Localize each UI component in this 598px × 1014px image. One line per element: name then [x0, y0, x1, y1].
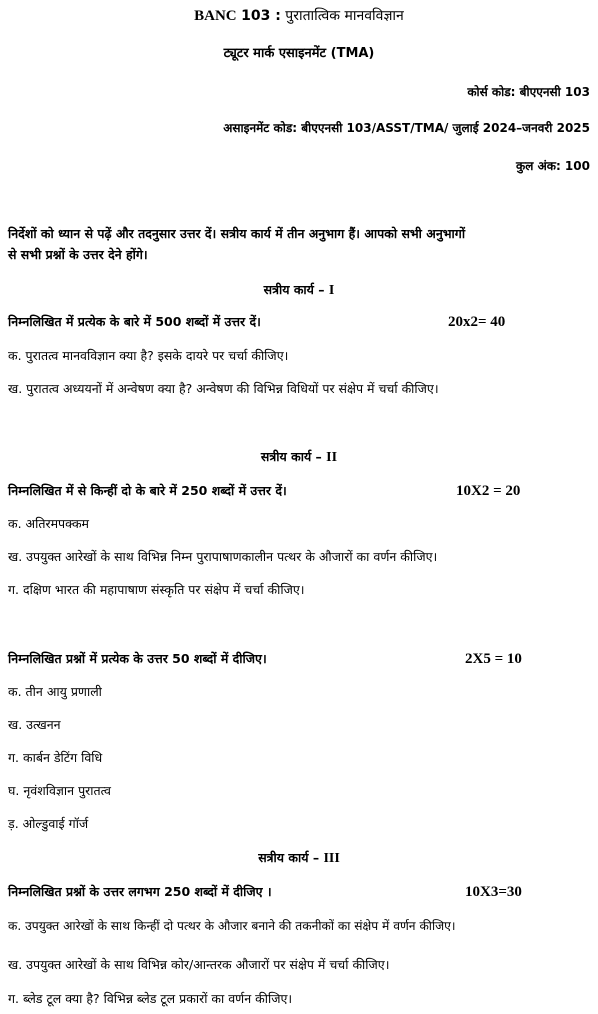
- section-3-marks: 10X3=30: [465, 884, 522, 900]
- section-3-question-a: क. उपयुक्त आरेखों के साथ किन्हीं दो पत्थर के औजार बनाने की तकनीकों का संक्षेप में वर्णन कीजिए।: [8, 919, 456, 933]
- course-code-line: कोर्स कोड: बीएएनसी 103: [467, 85, 590, 99]
- section-3-title: [0, 850, 598, 867]
- section-3-question-b: ख. उपयुक्त आरेखों के साथ विभिन्न कोर/आन्तरक औजारों पर संक्षेप में चर्चा कीजिए।: [8, 957, 390, 972]
- section-1-instruction: निम्नलिखित में प्रत्येक के बारे में 500 शब्दों में उत्तर दें।: [8, 314, 261, 329]
- section-2-part-2-instruction: निम्नलिखित प्रश्नों में प्रत्येक के उत्तर 50 शब्दों में दीजिए।: [8, 651, 267, 666]
- course-number: 103 :: [241, 8, 281, 24]
- course-code: BANC: [194, 8, 237, 24]
- section-1-title-text: सत्रीय कार्य –: [263, 282, 325, 297]
- section-1-title: [0, 282, 598, 299]
- course-title: [0, 8, 598, 24]
- section-2-part-1-instruction: निम्नलिखित में से किन्हीं दो के बारे में 250 शब्दों में उत्तर दें।: [8, 483, 287, 498]
- section-2-part-1-question-a: क. अतिरमपक्कम: [8, 516, 90, 531]
- section-2-part-1-question-c: ग. दक्षिण भारत की महापाषाण संस्कृति पर संक्षेप में चर्चा कीजिए।: [8, 582, 305, 597]
- assignment-subtitle: ट्यूटर मार्क एसाइनमेंट (TMA): [223, 46, 375, 61]
- section-2-title-text: सत्रीय कार्य –: [260, 449, 322, 464]
- section-2-part-2-question-a: क. तीन आयु प्रणाली: [8, 684, 102, 699]
- instructions-line-2: से सभी प्रश्नों के उत्तर देने होंगे।: [8, 247, 148, 262]
- section-2-part-2-question-b: ख. उत्खनन: [8, 717, 61, 732]
- total-marks-line: कुल अंक: 100: [516, 159, 590, 173]
- section-2-part-1-question-b: ख. उपयुक्त आरेखों के साथ विभिन्न निम्न पुरापाषाणकालीन पत्थर के औजारों का वर्णन कीजिए।: [8, 549, 438, 564]
- section-3-question-c: ग. ब्लेड टूल क्या है? विभिन्न ब्लेड टूल प्रकारों का वर्णन कीजिए।: [8, 991, 293, 1006]
- section-1-question-a: क. पुरातत्व मानवविज्ञान क्या है? इसके दायरे पर चर्चा कीजिए।: [8, 348, 289, 363]
- section-2-part-2-question-d: घ. नृवंशविज्ञान पुरातत्व: [8, 783, 111, 798]
- assignment-code-line: असाइनमेंट कोड: बीएएनसी 103/ASST/TMA/ जुलाई 2024–जनवरी 2025: [223, 121, 590, 135]
- section-1-marks: 20x2= 40: [448, 314, 506, 330]
- section-1-title-number: I: [328, 283, 335, 298]
- section-3-instruction: निम्नलिखित प्रश्नों के उत्तर लगभग 250 शब्दों में दीजिए ।: [8, 884, 272, 899]
- section-2-part-2-marks: 2X5 = 10: [465, 651, 522, 667]
- section-2-part-1-marks: 10X2 = 20: [456, 483, 521, 499]
- section-3-title-number: III: [323, 851, 340, 866]
- instructions-line-1: निर्देशों को ध्यान से पढ़ें और तदनुसार उत्तर दें। सत्रीय कार्य में तीन अनुभाग हैं। आपको सभी अनुभागों: [8, 226, 466, 241]
- section-2-part-2-question-c: ग. कार्बन डेटिंग विधि: [8, 750, 103, 765]
- course-name: पुरातात्विक मानवविज्ञान: [285, 8, 404, 24]
- section-2-title-number: II: [326, 450, 338, 465]
- section-1-question-b: ख. पुरातत्व अध्ययनों में अन्वेषण क्या है? अन्वेषण की विभिन्न विधियों पर संक्षेप में चर्चा कीजिए।: [8, 381, 439, 396]
- section-3-title-text: सत्रीय कार्य –: [258, 850, 320, 865]
- section-2-part-2-question-e: ड़. ओल्डुवाई गॉर्ज: [8, 816, 89, 831]
- section-2-title: [0, 449, 598, 466]
